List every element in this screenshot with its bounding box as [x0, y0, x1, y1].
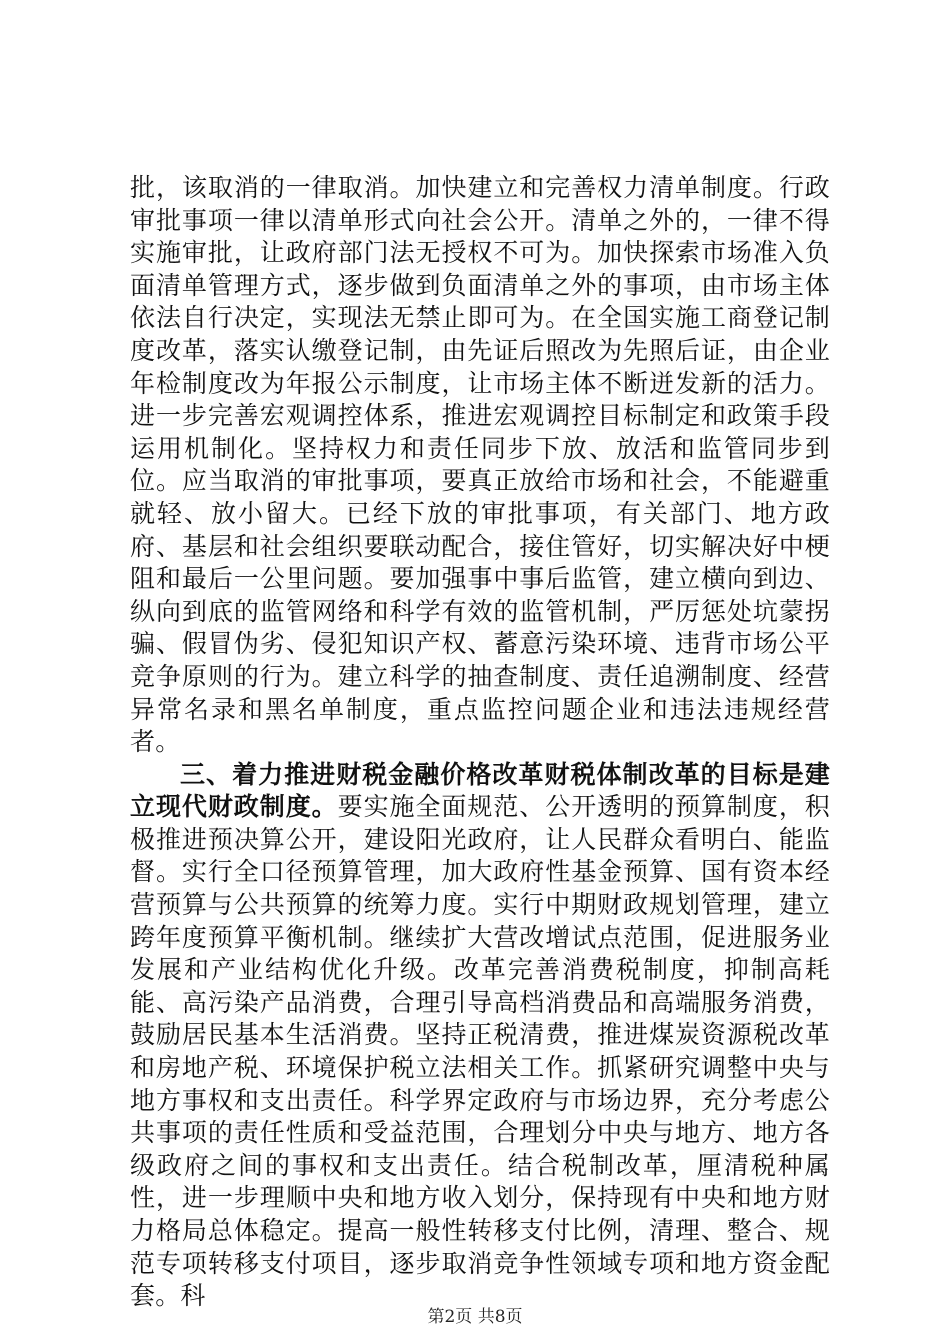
paragraph-2-text: 要实施全面规范、公开透明的预算制度，积极推进预决算公开，建设阳光政府，让人民群众看明白、能监督。实行全口径预算管理，加大政府性基金预算、国有资本经营预算与公共预算的统筹力度。实行中期财政规划管理，建立跨年度预算平衡机制。继续扩大营改增试点范围，促进服务业发展和产业结构优化升级。改革完善消费税制度，抑制高耗能、高污染产品消费，合理引导高档消费品和高端服务消费，鼓励居民基本生活消费。坚持正税清费，推进煤炭资源税改革和房地产税、环境保护税立法相关工作。抓紧研究调整中央与地方事权和支出责任。科学界定政府与市场边界，充分考虑公共事项的责任性质和受益范围，合理划分中央与地方、地方各级政府之间的事权和支出责任。结合税制改革，厘清税种属性，进一步理顺中央和地方收入划分，保持现有中央和地方财力格局总体稳定。提高一般性转移支付比例，清理、整合、规范专项转移支付项目，逐步取消竞争性领域专项和地方资金配套。科: [130, 792, 830, 1311]
body-text: [130, 172, 830, 1313]
page-number-footer: 第2页 共8页: [427, 1307, 523, 1327]
paragraph-1: [130, 172, 830, 759]
paragraph-2: [130, 759, 830, 1313]
section-heading: 三、着力推进财税金融价格改革财税体制改革的目标是建立现代财政制度。: [130, 759, 830, 822]
paragraph-1-text: 批，该取消的一律取消。加快建立和完善权力清单制度。行政审批事项一律以清单形式向社会公开。清单之外的，一律不得实施审批，让政府部门法无授权不可为。加快探索市场准入负面清单管理方式，逐步做到负面清单之外的事项，由市场主体依法自行决定，实现法无禁止即可为。在全国实施工商登记制度改革，落实认缴登记制，由先证后照改为先照后证，由企业年检制度改为年报公示制度，让市场主体不断迸发新的活力。进一步完善宏观调控体系，推进宏观调控目标制定和政策手段运用机制化。坚持权力和责任同步下放、放活和监管同步到位。应当取消的审批事项，要真正放给市场和社会，不能避重就轻、放小留大。已经下放的审批事项，有关部门、地方政府、基层和社会组织要联动配合，接住管好，切实解决好中梗阻和最后一公里问题。要加强事中事后监管，建立横向到边、纵向到底的监管网络和科学有效的监管机制，严厉惩处坑蒙拐骗、假冒伪劣、侵犯知识产权、蓄意污染环境、违背市场公平竞争原则的行为。建立科学的抽查制度、责任追溯制度、经营异常名录和黑名单制度，重点监控问题企业和违法违规经营者。: [130, 173, 830, 757]
